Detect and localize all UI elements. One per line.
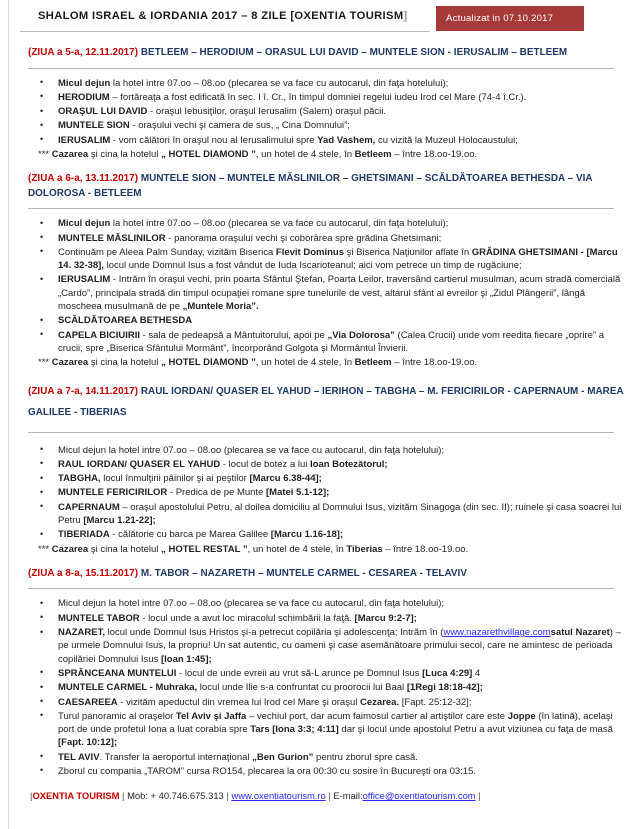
item-emphasis-5: [Fapt. 10:12]; bbox=[58, 737, 118, 749]
footer-email-link[interactable]: office@oxentiatourism.com bbox=[362, 790, 476, 801]
list-item bbox=[28, 329, 626, 356]
item-text: - Intrăm în oraşul vechi, prin poarta Sfântul Ştefan, Poarta Leilor, traversând cartierul musulman, acum stradă comercială „Cardo”, principala stradă din timpul ocupaţiei romane spre tunelurile de vest, altarul sfânt al evreilor şi „Zidul Plângerii”, lângă moscheea musulmană de pe bbox=[58, 274, 621, 313]
day-heading-date: (ZIUA a 7-a, 14.11.2017) bbox=[28, 385, 139, 397]
day-item-list bbox=[20, 217, 626, 369]
item-text: Continuăm pe Aleea Palm Sunday, vizităm Biserica bbox=[58, 246, 276, 258]
item-emphasis-3: Betleem bbox=[354, 357, 392, 369]
day-heading-route: BETLEEM – HERODIUM – ORASUL LUI DAVID – MUNTELE SION - IERUSALIM – BETLEEM bbox=[138, 47, 568, 58]
list-item bbox=[28, 597, 626, 610]
list-item bbox=[28, 528, 626, 541]
item-lead: TIBERIADA bbox=[58, 529, 110, 541]
item-text-3: (în latină), acelaşi port de unde profetul Iona a luat corabia spre bbox=[58, 710, 613, 736]
item-text-3: – între 18.oo-19.oo. bbox=[391, 357, 478, 369]
item-text: la hotel intre 07.oo – 08.oo (plecarea se va face cu autocarul, din faţa hotelului); bbox=[110, 77, 449, 89]
item-text: - locul unde a avut loc miracolul schimbării la faţă. bbox=[139, 612, 355, 624]
section-divider bbox=[28, 68, 614, 69]
item-text-2: şi Biserica Naţiunilor aflate în bbox=[344, 246, 472, 258]
day-heading bbox=[28, 46, 626, 61]
day-item-list bbox=[20, 77, 626, 162]
item-lead: Cazarea bbox=[51, 357, 89, 369]
item-lead: CAPERNAUM bbox=[58, 501, 120, 513]
day-heading-date: (ZIUA a 5-a, 12.11.2017) bbox=[28, 47, 139, 58]
link-paren-open: ( bbox=[440, 627, 444, 639]
item-lead: IERUSALIM bbox=[58, 274, 111, 286]
item-text: - oraşului vechi şi camera de sus, „ Cina Domnului”; bbox=[129, 120, 350, 132]
item-text-3: – între 18.oo-19.oo. bbox=[391, 148, 478, 160]
item-lead: MUNTELE CARMEL - Muhraka, bbox=[58, 682, 198, 694]
day-heading-date: (ZIUA a 6-a, 13.11.2017) bbox=[28, 173, 139, 185]
item-emphasis-2: satul Nazaret bbox=[550, 627, 610, 639]
item-lead: MUNTELE SION bbox=[58, 120, 130, 132]
list-item bbox=[28, 273, 626, 313]
day-section bbox=[20, 46, 626, 161]
list-item bbox=[28, 77, 626, 90]
item-text: – fortăreaţa a fost edificată în sec. I î. Cr., în timpul domniei regelui iudeu Irod cel Mare (74-4 î.Cr.). bbox=[109, 91, 527, 103]
item-text: locul unde Domnul Isus Hristos şi-a petrecut copilăria şi adolescenţa; Intrăm în bbox=[104, 627, 441, 639]
item-emphasis-2: Cezarea. bbox=[360, 696, 400, 708]
day-heading-date: (ZIUA a 8-a, 15.11.2017) bbox=[28, 567, 139, 579]
item-text-2: [Fapt. 25:12-32]; bbox=[399, 696, 472, 708]
list-item bbox=[28, 246, 626, 273]
footer-brand: OXENTIA TOURISM bbox=[32, 790, 120, 801]
section-divider bbox=[28, 208, 614, 209]
list-item bbox=[28, 501, 626, 528]
note-marker: *** bbox=[38, 543, 52, 555]
footer-pipe-2: | bbox=[226, 790, 229, 801]
item-emphasis-2: „Muntele Moria”. bbox=[182, 301, 259, 313]
item-text-2: cu vizită la Muzeul Holocaustului; bbox=[375, 134, 518, 146]
page-title-text: SHALOM ISRAEL & IORDANIA 2017 – 8 ZILE [OXENTIA TOURISM bbox=[38, 10, 404, 22]
footer-website-link[interactable]: www.oxentiatourism.ro bbox=[231, 790, 326, 801]
item-text: - sala de pedeapsă a Mântuitorului, apoi pe bbox=[139, 329, 328, 341]
item-emphasis-2: Yad Vashem, bbox=[317, 134, 376, 146]
item-emphasis-2: Tel Aviv şi Jaffa bbox=[175, 710, 247, 722]
item-text: şi cina la hotelul bbox=[88, 357, 162, 369]
item-emphasis-2: [1Regi 18:18-42]; bbox=[406, 682, 483, 694]
item-text: şi cina la hotelul bbox=[88, 148, 162, 160]
list-item bbox=[28, 314, 626, 327]
item-lead: Cazarea bbox=[51, 543, 89, 555]
status-badge bbox=[436, 6, 584, 31]
item-emphasis-2: [Marcu 1.16-18]; bbox=[270, 529, 344, 541]
item-emphasis-3: [Ioan 1:45]; bbox=[160, 653, 212, 665]
item-text: şi cina la hotelul bbox=[88, 543, 162, 555]
item-emphasis-3: Joppe bbox=[507, 710, 536, 722]
item-text: - oraşul Iebusiţilor, oraşul Ierusalim (Salem) oraşul păcii. bbox=[147, 106, 387, 118]
day-heading-route: MUNTELE SION – MUNTELE MĂSLINILOR – GHETSIMANI – SCĂLDĂTOAREA BETHESDA – VIA DOLOROSA - BETLEEM bbox=[28, 173, 593, 199]
item-lead: SPRÂNCEANA MUNTELUI bbox=[58, 667, 177, 679]
item-emphasis-2: [Luca 4:29] bbox=[422, 667, 473, 679]
item-text-2: , un hotel de 4 stele, în bbox=[255, 148, 355, 160]
page-title-bracket: ] bbox=[403, 10, 408, 22]
list-item bbox=[28, 232, 626, 245]
note-marker: *** bbox=[38, 148, 52, 160]
footer-pipe-0: | bbox=[30, 790, 33, 801]
document-header bbox=[0, 0, 640, 33]
status-badge-label: Actualizat in 07.10.2017 bbox=[446, 13, 554, 24]
day-heading bbox=[28, 381, 626, 423]
item-text-3: – între 18.oo-19.oo. bbox=[382, 543, 469, 555]
item-lead: Cazarea bbox=[51, 148, 89, 160]
accommodation-note bbox=[28, 356, 626, 369]
item-text-2: pentru zborul spre casă. bbox=[313, 751, 418, 763]
day-section bbox=[20, 172, 626, 369]
item-text-3: locul unde Domnul Isus a fost vândut de Iuda Iscarioteanul; aici vom petrece un timp de rugăciune; bbox=[103, 260, 522, 272]
note-marker: *** bbox=[38, 357, 52, 369]
list-item bbox=[28, 696, 626, 709]
item-text: Micul dejun la hotel intre 07.oo – 08.oo (plecarea se va face cu autocarul, din faţa hotelului); bbox=[58, 598, 445, 610]
list-item bbox=[28, 105, 626, 118]
list-item bbox=[28, 217, 626, 230]
list-item bbox=[28, 667, 626, 680]
item-text: - Predica de pe Munte bbox=[167, 487, 266, 499]
list-item bbox=[28, 751, 626, 764]
item-emphasis-4: Tars [Iona 3:3; 4:11] bbox=[250, 724, 339, 736]
list-item bbox=[28, 681, 626, 694]
item-text: locul unde Ilie s-a confruntat cu proorocii lui Baal bbox=[197, 682, 407, 694]
item-text-2: ) – pe urmele Domnului Isus, la propriu! Un sat autentic, cu oameni şi case asemănătoare primului secol, care ne amintesc de perioada copilăriei Domnului Isus bbox=[58, 627, 621, 665]
item-text: - vom călători în oraşul nou al Ierusalimului spre bbox=[110, 134, 318, 146]
item-emphasis-2: [Marcu 1.21-22]; bbox=[83, 515, 156, 527]
item-lead: ORAŞUL LUI DAVID bbox=[58, 106, 148, 118]
item-lead: NAZARET, bbox=[58, 627, 105, 639]
item-lead: CAPELA BICIUIRII bbox=[58, 329, 140, 341]
day-item-list bbox=[20, 597, 626, 778]
footer-contact-bar bbox=[0, 790, 640, 801]
item-emphasis-2: „ HOTEL DIAMOND ” bbox=[161, 357, 256, 369]
item-emphasis-2: [Matei 5.1-12]; bbox=[266, 487, 330, 499]
item-emphasis-2: „Via Dolorosa” bbox=[327, 329, 395, 341]
header-divider bbox=[20, 31, 430, 32]
item-lead: MUNTELE MĂSLINILOR bbox=[58, 232, 166, 244]
day-heading bbox=[28, 172, 626, 201]
item-text: Turul panoramic al oraşelor bbox=[58, 710, 176, 722]
item-text: Micul dejun la hotel intre 07.oo – 08.oo (plecarea se va face cu autocarul, din faţa hotelului); bbox=[58, 444, 445, 456]
accommodation-note bbox=[28, 148, 626, 161]
list-item bbox=[28, 612, 626, 625]
item-emphasis-2: „ HOTEL RESTAL ” bbox=[161, 543, 248, 555]
item-text: la hotel intre 07.oo – 08.oo (plecarea se va face cu autocarul, din faţa hotelului); bbox=[110, 218, 449, 230]
item-emphasis-2: „Ben Gurion” bbox=[252, 751, 314, 763]
item-lead: MUNTELE TABOR bbox=[58, 612, 140, 624]
footer-phone: Mob: + 40.746.675.313 bbox=[127, 790, 224, 801]
item-lead: TEL AVIV bbox=[58, 751, 100, 763]
item-text-2: , un hotel de 4 stele, în bbox=[247, 543, 347, 555]
item-emphasis-3: Tiberias bbox=[346, 543, 383, 555]
list-item bbox=[28, 710, 626, 750]
item-lead: TABGHA, bbox=[58, 473, 101, 485]
list-item bbox=[28, 486, 626, 499]
list-item bbox=[28, 134, 626, 147]
nazareth-village-link[interactable]: www.nazarethvillage.com bbox=[443, 627, 551, 639]
item-emphasis-2: [Marcu 9:2-7]; bbox=[354, 612, 417, 624]
item-text: Zborul cu compania „TAROM” cursa RO154, plecarea la ora 00:30 cu sosire în Bucureşti ora 03:15. bbox=[58, 765, 477, 777]
list-item bbox=[28, 458, 626, 471]
item-text-2: (Calea Crucii) unde vom reedita fiecare „oprire” a crucii, spre „Biserica Sfântului Mormânt”, încorporând Golgota şi Mormântul Învierii. bbox=[58, 329, 604, 354]
list-item bbox=[28, 119, 626, 132]
item-lead: RAUL IORDAN/ QUASER EL YAHUD bbox=[58, 458, 221, 470]
footer-email-label: E-mail: bbox=[333, 790, 363, 801]
item-text: - locul de botez a lui bbox=[220, 458, 311, 470]
item-emphasis-3: GRĂDINA GHETSIMANI - [Marcu 14. 32-38], bbox=[58, 246, 618, 272]
list-item bbox=[28, 444, 626, 457]
item-lead: IERUSALIM bbox=[58, 134, 111, 146]
item-lead: Micul dejun bbox=[58, 218, 111, 230]
list-item bbox=[28, 765, 626, 778]
item-text: – oraşul apostolului Petru, al doilea domiciliu al Domnului Isus, vizităm Sinagoga (din sec. II); ruinele şi casa soacrei lui Petru bbox=[58, 501, 622, 527]
page-left-border bbox=[8, 0, 9, 829]
section-divider bbox=[28, 432, 614, 433]
item-lead: MUNTELE FERICIRILOR bbox=[58, 487, 168, 499]
day-heading bbox=[28, 567, 626, 582]
day-heading-route: RAUL IORDAN/ QUASER EL YAHUD – IERIHON – TABGHA – M. FERICIRILOR - CAPERNAUM - MAREA GALILEE - TIBERIAS bbox=[28, 385, 624, 418]
item-emphasis-2: Flevit Dominus bbox=[275, 246, 344, 258]
item-text: locul înmulţirii pâinilor şi ai peştilor bbox=[100, 473, 250, 485]
page-title bbox=[38, 10, 408, 22]
item-emphasis-2: „ HOTEL DIAMOND ” bbox=[161, 148, 256, 160]
item-lead: CAESAREEA bbox=[58, 696, 118, 708]
day-section bbox=[20, 567, 626, 778]
footer-pipe-1: | bbox=[122, 790, 125, 801]
accommodation-note bbox=[28, 543, 626, 556]
list-item bbox=[28, 472, 626, 485]
item-text: - călătorie cu barca pe Marea Galilee bbox=[109, 529, 271, 541]
item-emphasis-2: [Marcu 6.38-44]; bbox=[249, 473, 322, 485]
item-emphasis-3: Betleem bbox=[354, 148, 392, 160]
days-container bbox=[20, 46, 626, 778]
item-text-2: 4 bbox=[472, 667, 481, 679]
list-item bbox=[28, 626, 626, 666]
item-text: - vizităm apeductul din vremea lui Irod cel Mare şi oraşul bbox=[117, 696, 361, 708]
section-divider bbox=[28, 588, 614, 589]
day-item-list bbox=[20, 444, 626, 556]
item-text-2: , un hotel de 4 stele, în bbox=[255, 357, 355, 369]
item-text: . Transfer la aeroportul internaţional bbox=[99, 751, 253, 763]
item-text-4: dar şi locul unde apostolul Petru a avut viziunea cu faţa de masă bbox=[338, 724, 613, 736]
footer-pipe-3: | bbox=[328, 790, 331, 801]
day-heading-route: M. TABOR – NAZARETH – MUNTELE CARMEL - CESAREA - TELAVIV bbox=[138, 567, 467, 579]
item-text: - locul de unde evreii au vrut să-L arunce pe Domnul Isus bbox=[176, 667, 423, 679]
itinerary-content bbox=[0, 46, 640, 778]
day-section bbox=[20, 381, 626, 556]
item-text: - panorama oraşului vechi şi coborârea spre grădina Ghetsimani; bbox=[165, 232, 442, 244]
item-lead: SCĂLDĂTOAREA BETHESDA bbox=[58, 315, 193, 327]
footer-pipe-4: | bbox=[478, 790, 481, 801]
item-emphasis-2: Ioan Botezătorul; bbox=[310, 458, 388, 470]
item-lead: Micul dejun bbox=[58, 77, 111, 89]
list-item bbox=[28, 91, 626, 104]
item-text-2: – vechiul port, dar acum faimosul cartier al artiştilor care este bbox=[246, 710, 508, 722]
item-lead: HERODIUM bbox=[58, 91, 110, 103]
